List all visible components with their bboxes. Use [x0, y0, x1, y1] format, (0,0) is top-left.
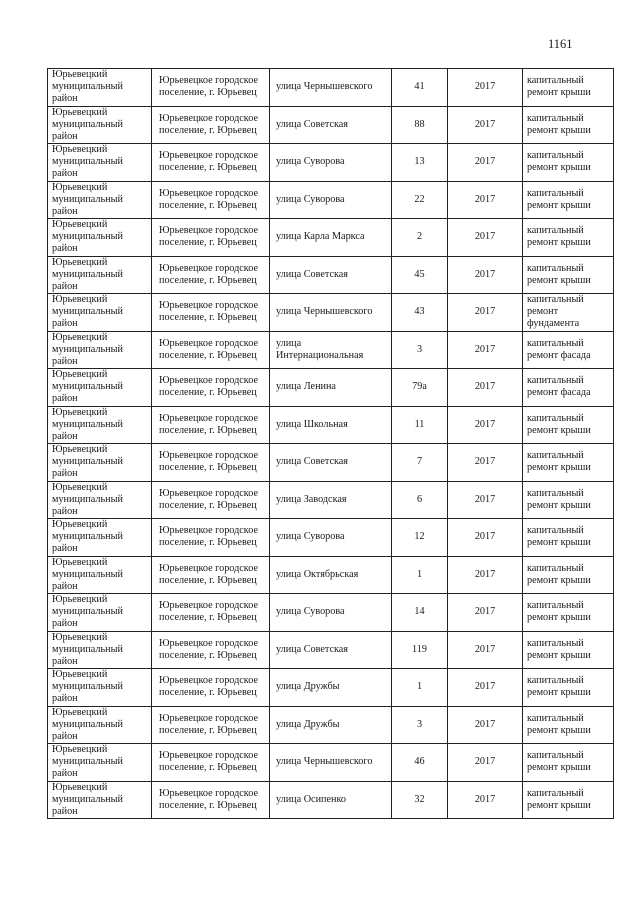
district-cell: Юрьевецкий муниципальный район [48, 556, 152, 594]
work-type-cell: капитальный ремонт крыши [523, 594, 614, 632]
work-type-cell: капитальный ремонт крыши [523, 481, 614, 519]
year-cell: 2017 [448, 706, 523, 744]
work-type-cell: капитальный ремонт крыши [523, 669, 614, 707]
work-type-cell: капитальный ремонт крыши [523, 144, 614, 182]
house-number-cell: 1 [392, 669, 448, 707]
district-cell: Юрьевецкий муниципальный район [48, 744, 152, 782]
work-type-cell: капитальный ремонт фундамента [523, 294, 614, 332]
year-cell: 2017 [448, 519, 523, 557]
table-row [48, 669, 614, 707]
settlement-cell: Юрьевецкое городское поселение, г. Юрьевец [152, 69, 270, 107]
settlement-cell: Юрьевецкое городское поселение, г. Юрьевец [152, 106, 270, 144]
settlement-cell: Юрьевецкое городское поселение, г. Юрьевец [152, 594, 270, 632]
settlement-cell: Юрьевецкое городское поселение, г. Юрьевец [152, 481, 270, 519]
street-cell: улица Советская [270, 631, 392, 669]
house-number-cell: 11 [392, 406, 448, 444]
house-number-cell: 14 [392, 594, 448, 632]
work-type-cell: капитальный ремонт крыши [523, 219, 614, 257]
year-cell: 2017 [448, 331, 523, 369]
house-number-cell: 7 [392, 444, 448, 482]
house-number-cell: 45 [392, 256, 448, 294]
settlement-cell: Юрьевецкое городское поселение, г. Юрьевец [152, 256, 270, 294]
repair-schedule-table [47, 68, 614, 819]
district-cell: Юрьевецкий муниципальный район [48, 481, 152, 519]
work-type-cell: капитальный ремонт крыши [523, 256, 614, 294]
house-number-cell: 79а [392, 369, 448, 407]
settlement-cell: Юрьевецкое городское поселение, г. Юрьевец [152, 744, 270, 782]
street-cell: улица Ленина [270, 369, 392, 407]
house-number-cell: 3 [392, 706, 448, 744]
district-cell: Юрьевецкий муниципальный район [48, 181, 152, 219]
house-number-cell: 2 [392, 219, 448, 257]
table-row [48, 744, 614, 782]
street-cell: улица Советская [270, 256, 392, 294]
year-cell: 2017 [448, 481, 523, 519]
settlement-cell: Юрьевецкое городское поселение, г. Юрьевец [152, 369, 270, 407]
year-cell: 2017 [448, 556, 523, 594]
district-cell: Юрьевецкий муниципальный район [48, 331, 152, 369]
table-row [48, 781, 614, 819]
district-cell: Юрьевецкий муниципальный район [48, 69, 152, 107]
settlement-cell: Юрьевецкое городское поселение, г. Юрьевец [152, 181, 270, 219]
table-row [48, 106, 614, 144]
settlement-cell: Юрьевецкое городское поселение, г. Юрьевец [152, 294, 270, 332]
district-cell: Юрьевецкий муниципальный район [48, 144, 152, 182]
district-cell: Юрьевецкий муниципальный район [48, 781, 152, 819]
district-cell: Юрьевецкий муниципальный район [48, 669, 152, 707]
street-cell: улица Интернациональная [270, 331, 392, 369]
house-number-cell: 46 [392, 744, 448, 782]
year-cell: 2017 [448, 631, 523, 669]
settlement-cell: Юрьевецкое городское поселение, г. Юрьевец [152, 706, 270, 744]
page-number: 1161 [548, 37, 573, 51]
year-cell: 2017 [448, 444, 523, 482]
table-row [48, 144, 614, 182]
district-cell: Юрьевецкий муниципальный район [48, 294, 152, 332]
house-number-cell: 13 [392, 144, 448, 182]
settlement-cell: Юрьевецкое городское поселение, г. Юрьевец [152, 519, 270, 557]
street-cell: улица Заводская [270, 481, 392, 519]
district-cell: Юрьевецкий муниципальный район [48, 256, 152, 294]
table-row [48, 406, 614, 444]
year-cell: 2017 [448, 369, 523, 407]
street-cell: улица Суворова [270, 144, 392, 182]
table-row [48, 181, 614, 219]
district-cell: Юрьевецкий муниципальный район [48, 519, 152, 557]
year-cell: 2017 [448, 106, 523, 144]
street-cell: улица Суворова [270, 181, 392, 219]
street-cell: улица Дружбы [270, 669, 392, 707]
house-number-cell: 32 [392, 781, 448, 819]
year-cell: 2017 [448, 69, 523, 107]
year-cell: 2017 [448, 181, 523, 219]
street-cell: улица Суворова [270, 519, 392, 557]
street-cell: улица Суворова [270, 594, 392, 632]
work-type-cell: капитальный ремонт крыши [523, 781, 614, 819]
work-type-cell: капитальный ремонт крыши [523, 744, 614, 782]
house-number-cell: 43 [392, 294, 448, 332]
house-number-cell: 88 [392, 106, 448, 144]
table-row [48, 256, 614, 294]
year-cell: 2017 [448, 744, 523, 782]
street-cell: улица Чернышевского [270, 69, 392, 107]
settlement-cell: Юрьевецкое городское поселение, г. Юрьевец [152, 444, 270, 482]
table-row [48, 219, 614, 257]
table-row [48, 556, 614, 594]
table-row [48, 519, 614, 557]
table-row [48, 481, 614, 519]
house-number-cell: 119 [392, 631, 448, 669]
settlement-cell: Юрьевецкое городское поселение, г. Юрьевец [152, 406, 270, 444]
work-type-cell: капитальный ремонт крыши [523, 631, 614, 669]
district-cell: Юрьевецкий муниципальный район [48, 631, 152, 669]
work-type-cell: капитальный ремонт крыши [523, 444, 614, 482]
house-number-cell: 3 [392, 331, 448, 369]
year-cell: 2017 [448, 406, 523, 444]
year-cell: 2017 [448, 669, 523, 707]
year-cell: 2017 [448, 256, 523, 294]
street-cell: улица Октябрьская [270, 556, 392, 594]
work-type-cell: капитальный ремонт крыши [523, 181, 614, 219]
table-row [48, 706, 614, 744]
settlement-cell: Юрьевецкое городское поселение, г. Юрьевец [152, 219, 270, 257]
street-cell: улица Осипенко [270, 781, 392, 819]
district-cell: Юрьевецкий муниципальный район [48, 369, 152, 407]
settlement-cell: Юрьевецкое городское поселение, г. Юрьевец [152, 781, 270, 819]
street-cell: улица Карла Маркса [270, 219, 392, 257]
work-type-cell: капитальный ремонт фасада [523, 331, 614, 369]
work-type-cell: капитальный ремонт крыши [523, 706, 614, 744]
table-row [48, 594, 614, 632]
district-cell: Юрьевецкий муниципальный район [48, 594, 152, 632]
table-row [48, 369, 614, 407]
house-number-cell: 22 [392, 181, 448, 219]
house-number-cell: 1 [392, 556, 448, 594]
street-cell: улица Школьная [270, 406, 392, 444]
district-cell: Юрьевецкий муниципальный район [48, 706, 152, 744]
settlement-cell: Юрьевецкое городское поселение, г. Юрьевец [152, 556, 270, 594]
street-cell: улица Советская [270, 106, 392, 144]
year-cell: 2017 [448, 594, 523, 632]
house-number-cell: 41 [392, 69, 448, 107]
table-row [48, 294, 614, 332]
district-cell: Юрьевецкий муниципальный район [48, 406, 152, 444]
street-cell: улица Советская [270, 444, 392, 482]
work-type-cell: капитальный ремонт крыши [523, 106, 614, 144]
street-cell: улица Чернышевского [270, 294, 392, 332]
settlement-cell: Юрьевецкое городское поселение, г. Юрьевец [152, 631, 270, 669]
table-row [48, 444, 614, 482]
table-row [48, 631, 614, 669]
work-type-cell: капитальный ремонт крыши [523, 69, 614, 107]
table-body [48, 69, 614, 819]
table-row [48, 69, 614, 107]
street-cell: улица Чернышевского [270, 744, 392, 782]
house-number-cell: 12 [392, 519, 448, 557]
work-type-cell: капитальный ремонт фасада [523, 369, 614, 407]
district-cell: Юрьевецкий муниципальный район [48, 219, 152, 257]
year-cell: 2017 [448, 781, 523, 819]
year-cell: 2017 [448, 144, 523, 182]
work-type-cell: капитальный ремонт крыши [523, 556, 614, 594]
year-cell: 2017 [448, 294, 523, 332]
work-type-cell: капитальный ремонт крыши [523, 519, 614, 557]
house-number-cell: 6 [392, 481, 448, 519]
district-cell: Юрьевецкий муниципальный район [48, 444, 152, 482]
settlement-cell: Юрьевецкое городское поселение, г. Юрьевец [152, 144, 270, 182]
work-type-cell: капитальный ремонт крыши [523, 406, 614, 444]
street-cell: улица Дружбы [270, 706, 392, 744]
settlement-cell: Юрьевецкое городское поселение, г. Юрьевец [152, 669, 270, 707]
district-cell: Юрьевецкий муниципальный район [48, 106, 152, 144]
settlement-cell: Юрьевецкое городское поселение, г. Юрьевец [152, 331, 270, 369]
table-row [48, 331, 614, 369]
year-cell: 2017 [448, 219, 523, 257]
